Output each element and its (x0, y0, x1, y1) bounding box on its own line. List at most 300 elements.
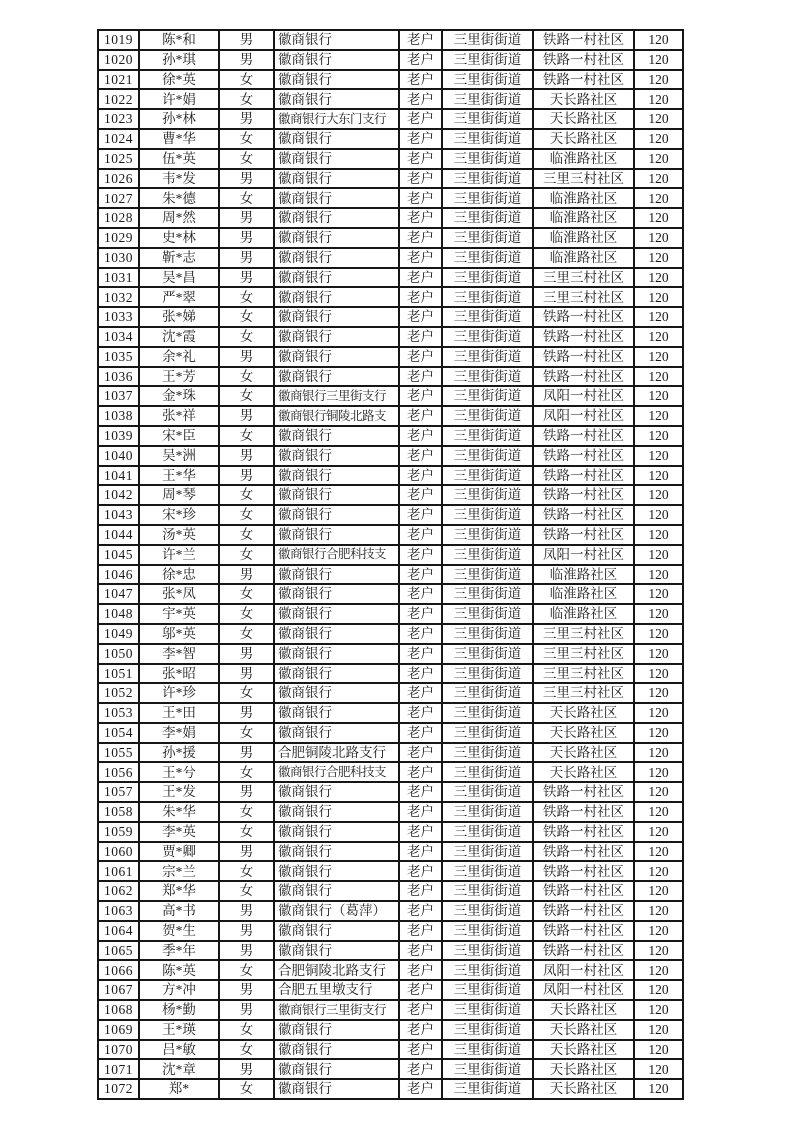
cell-bank: 徽商银行 (274, 664, 399, 684)
cell-seq_no: 1067 (98, 980, 139, 1000)
cell-household_type: 老户 (399, 208, 442, 228)
cell-seq_no: 1026 (98, 169, 139, 189)
cell-gender: 女 (219, 960, 274, 980)
cell-name: 周*琴 (139, 485, 219, 505)
cell-seq_no: 1029 (98, 228, 139, 248)
cell-community: 铁路一村社区 (533, 861, 634, 881)
cell-gender: 女 (219, 723, 274, 743)
cell-community: 三里三村社区 (533, 683, 634, 703)
cell-amount: 120 (634, 505, 683, 525)
cell-household_type: 老户 (399, 169, 442, 189)
cell-amount: 120 (634, 327, 683, 347)
table-row (98, 347, 683, 367)
cell-street: 三里街街道 (442, 901, 533, 921)
cell-seq_no: 1071 (98, 1059, 139, 1079)
cell-bank: 徽商银行 (274, 921, 399, 941)
cell-gender: 男 (219, 980, 274, 1000)
cell-amount: 120 (634, 287, 683, 307)
table-row (98, 466, 683, 486)
cell-name: 伍*英 (139, 149, 219, 169)
cell-street: 三里街街道 (442, 762, 533, 782)
cell-bank: 徽商银行 (274, 446, 399, 466)
table-row (98, 505, 683, 525)
cell-name: 许*珍 (139, 683, 219, 703)
cell-bank: 徽商银行 (274, 367, 399, 387)
cell-name: 杨*勤 (139, 1000, 219, 1020)
cell-name: 金*珠 (139, 386, 219, 406)
cell-street: 三里街街道 (442, 842, 533, 862)
cell-street: 三里街街道 (442, 743, 533, 763)
cell-household_type: 老户 (399, 881, 442, 901)
cell-seq_no: 1054 (98, 723, 139, 743)
cell-seq_no: 1027 (98, 188, 139, 208)
cell-community: 凤阳一村社区 (533, 406, 634, 426)
cell-bank: 徽商银行 (274, 941, 399, 961)
cell-household_type: 老户 (399, 248, 442, 268)
cell-gender: 女 (219, 762, 274, 782)
cell-community: 天长路社区 (533, 1020, 634, 1040)
cell-community: 铁路一村社区 (533, 802, 634, 822)
cell-amount: 120 (634, 188, 683, 208)
cell-household_type: 老户 (399, 584, 442, 604)
cell-household_type: 老户 (399, 545, 442, 565)
cell-street: 三里街街道 (442, 287, 533, 307)
cell-amount: 120 (634, 149, 683, 169)
cell-name: 靳*志 (139, 248, 219, 268)
cell-gender: 女 (219, 287, 274, 307)
cell-name: 徐*忠 (139, 565, 219, 585)
cell-street: 三里街街道 (442, 208, 533, 228)
cell-seq_no: 1036 (98, 367, 139, 387)
cell-gender: 男 (219, 30, 274, 50)
cell-bank: 徽商银行 (274, 1040, 399, 1060)
cell-street: 三里街街道 (442, 505, 533, 525)
cell-gender: 男 (219, 921, 274, 941)
cell-street: 三里街街道 (442, 584, 533, 604)
cell-street: 三里街街道 (442, 545, 533, 565)
table-row (98, 70, 683, 90)
cell-gender: 男 (219, 703, 274, 723)
cell-gender: 男 (219, 109, 274, 129)
cell-bank: 徽商银行 (274, 50, 399, 70)
cell-bank: 徽商银行 (274, 1079, 399, 1099)
cell-street: 三里街街道 (442, 624, 533, 644)
cell-amount: 120 (634, 624, 683, 644)
cell-street: 三里街街道 (442, 129, 533, 149)
cell-name: 郑*华 (139, 881, 219, 901)
table-row (98, 169, 683, 189)
table-row (98, 228, 683, 248)
table-row (98, 921, 683, 941)
cell-amount: 120 (634, 30, 683, 50)
cell-amount: 120 (634, 1079, 683, 1099)
cell-seq_no: 1020 (98, 50, 139, 70)
cell-community: 铁路一村社区 (533, 782, 634, 802)
cell-name: 徐*英 (139, 70, 219, 90)
cell-name: 王*华 (139, 466, 219, 486)
cell-street: 三里街街道 (442, 525, 533, 545)
table-row (98, 446, 683, 466)
cell-seq_no: 1032 (98, 287, 139, 307)
cell-bank: 徽商银行 (274, 466, 399, 486)
cell-street: 三里街街道 (442, 1079, 533, 1099)
cell-name: 朱*德 (139, 188, 219, 208)
cell-household_type: 老户 (399, 188, 442, 208)
cell-household_type: 老户 (399, 762, 442, 782)
cell-bank: 徽商银行 (274, 644, 399, 664)
cell-amount: 120 (634, 129, 683, 149)
cell-bank: 徽商银行 (274, 307, 399, 327)
cell-community: 铁路一村社区 (533, 327, 634, 347)
cell-community: 铁路一村社区 (533, 347, 634, 367)
cell-gender: 女 (219, 89, 274, 109)
cell-household_type: 老户 (399, 89, 442, 109)
table-row (98, 208, 683, 228)
cell-gender: 女 (219, 802, 274, 822)
table-row (98, 1000, 683, 1020)
cell-gender: 男 (219, 347, 274, 367)
cell-bank: 徽商银行 (274, 287, 399, 307)
cell-bank: 徽商银行合肥科技支 (274, 545, 399, 565)
cell-bank: 徽商银行 (274, 149, 399, 169)
cell-gender: 女 (219, 485, 274, 505)
cell-community: 铁路一村社区 (533, 30, 634, 50)
cell-seq_no: 1055 (98, 743, 139, 763)
table-row (98, 960, 683, 980)
cell-seq_no: 1057 (98, 782, 139, 802)
table-row (98, 406, 683, 426)
cell-amount: 120 (634, 485, 683, 505)
cell-amount: 120 (634, 109, 683, 129)
cell-community: 铁路一村社区 (533, 426, 634, 446)
cell-name: 张*娣 (139, 307, 219, 327)
cell-name: 王*兮 (139, 762, 219, 782)
cell-street: 三里街街道 (442, 604, 533, 624)
cell-street: 三里街街道 (442, 960, 533, 980)
cell-seq_no: 1028 (98, 208, 139, 228)
cell-seq_no: 1023 (98, 109, 139, 129)
subsidy-records-table (97, 29, 684, 1100)
cell-household_type: 老户 (399, 505, 442, 525)
table-row (98, 723, 683, 743)
cell-household_type: 老户 (399, 644, 442, 664)
cell-name: 王*发 (139, 782, 219, 802)
cell-street: 三里街街道 (442, 980, 533, 1000)
cell-amount: 120 (634, 565, 683, 585)
cell-seq_no: 1031 (98, 268, 139, 288)
cell-amount: 120 (634, 386, 683, 406)
cell-gender: 男 (219, 228, 274, 248)
cell-gender: 女 (219, 822, 274, 842)
cell-name: 孙*援 (139, 743, 219, 763)
cell-seq_no: 1050 (98, 644, 139, 664)
cell-bank: 徽商银行 (274, 782, 399, 802)
cell-name: 宋*臣 (139, 426, 219, 446)
cell-bank: 徽商银行 (274, 505, 399, 525)
cell-seq_no: 1024 (98, 129, 139, 149)
cell-gender: 男 (219, 208, 274, 228)
cell-amount: 120 (634, 446, 683, 466)
table-row (98, 268, 683, 288)
cell-amount: 120 (634, 347, 683, 367)
cell-community: 铁路一村社区 (533, 307, 634, 327)
cell-bank: 徽商银行 (274, 188, 399, 208)
cell-amount: 120 (634, 466, 683, 486)
table-row (98, 703, 683, 723)
cell-amount: 120 (634, 545, 683, 565)
cell-bank: 徽商银行 (274, 683, 399, 703)
cell-amount: 120 (634, 89, 683, 109)
cell-community: 凤阳一村社区 (533, 386, 634, 406)
cell-name: 季*年 (139, 941, 219, 961)
cell-street: 三里街街道 (442, 109, 533, 129)
cell-street: 三里街街道 (442, 327, 533, 347)
cell-street: 三里街街道 (442, 664, 533, 684)
cell-community: 天长路社区 (533, 1059, 634, 1079)
cell-community: 三里三村社区 (533, 268, 634, 288)
cell-community: 铁路一村社区 (533, 70, 634, 90)
cell-bank: 徽商银行 (274, 861, 399, 881)
cell-street: 三里街街道 (442, 268, 533, 288)
cell-community: 铁路一村社区 (533, 881, 634, 901)
cell-amount: 120 (634, 921, 683, 941)
cell-community: 临淮路社区 (533, 604, 634, 624)
cell-street: 三里街街道 (442, 169, 533, 189)
cell-community: 天长路社区 (533, 89, 634, 109)
cell-gender: 女 (219, 525, 274, 545)
cell-gender: 男 (219, 743, 274, 763)
cell-name: 许*兰 (139, 545, 219, 565)
cell-bank: 徽商银行 (274, 723, 399, 743)
cell-amount: 120 (634, 960, 683, 980)
cell-bank: 徽商银行 (274, 268, 399, 288)
table-body (98, 30, 683, 1099)
cell-bank: 徽商银行 (274, 228, 399, 248)
cell-street: 三里街街道 (442, 703, 533, 723)
cell-bank: 徽商银行 (274, 604, 399, 624)
cell-seq_no: 1049 (98, 624, 139, 644)
cell-gender: 女 (219, 70, 274, 90)
cell-community: 铁路一村社区 (533, 466, 634, 486)
cell-bank: 徽商银行 (274, 1020, 399, 1040)
table-container (97, 29, 684, 1100)
cell-seq_no: 1047 (98, 584, 139, 604)
cell-gender: 男 (219, 446, 274, 466)
cell-amount: 120 (634, 743, 683, 763)
cell-community: 凤阳一村社区 (533, 980, 634, 1000)
cell-name: 贺*生 (139, 921, 219, 941)
cell-household_type: 老户 (399, 960, 442, 980)
table-row (98, 1079, 683, 1099)
cell-gender: 女 (219, 386, 274, 406)
table-row (98, 149, 683, 169)
cell-amount: 120 (634, 307, 683, 327)
cell-household_type: 老户 (399, 604, 442, 624)
cell-seq_no: 1069 (98, 1020, 139, 1040)
table-row (98, 30, 683, 50)
table-row (98, 664, 683, 684)
cell-bank: 徽商银行 (274, 881, 399, 901)
cell-bank: 徽商银行 (274, 129, 399, 149)
cell-name: 高*书 (139, 901, 219, 921)
cell-household_type: 老户 (399, 921, 442, 941)
cell-amount: 120 (634, 762, 683, 782)
cell-bank: 徽商银行 (274, 703, 399, 723)
table-row (98, 485, 683, 505)
cell-amount: 120 (634, 1059, 683, 1079)
cell-gender: 女 (219, 1040, 274, 1060)
table-row (98, 565, 683, 585)
cell-household_type: 老户 (399, 287, 442, 307)
cell-community: 三里三村社区 (533, 664, 634, 684)
cell-bank: 合肥铜陵北路支行 (274, 743, 399, 763)
cell-amount: 120 (634, 683, 683, 703)
cell-community: 凤阳一村社区 (533, 960, 634, 980)
table-row (98, 287, 683, 307)
cell-street: 三里街街道 (442, 446, 533, 466)
cell-community: 三里三村社区 (533, 169, 634, 189)
cell-bank: 徽商银行 (274, 624, 399, 644)
cell-street: 三里街街道 (442, 466, 533, 486)
cell-community: 铁路一村社区 (533, 485, 634, 505)
cell-name: 曹*华 (139, 129, 219, 149)
cell-seq_no: 1072 (98, 1079, 139, 1099)
cell-amount: 120 (634, 426, 683, 446)
cell-street: 三里街街道 (442, 485, 533, 505)
cell-seq_no: 1041 (98, 466, 139, 486)
cell-street: 三里街街道 (442, 426, 533, 446)
cell-community: 铁路一村社区 (533, 50, 634, 70)
cell-gender: 女 (219, 861, 274, 881)
cell-household_type: 老户 (399, 1079, 442, 1099)
cell-amount: 120 (634, 644, 683, 664)
cell-community: 铁路一村社区 (533, 901, 634, 921)
cell-gender: 女 (219, 604, 274, 624)
cell-street: 三里街街道 (442, 307, 533, 327)
cell-seq_no: 1045 (98, 545, 139, 565)
cell-bank: 合肥五里墩支行 (274, 980, 399, 1000)
cell-name: 吴*昌 (139, 268, 219, 288)
cell-name: 李*英 (139, 822, 219, 842)
cell-gender: 女 (219, 307, 274, 327)
cell-community: 三里三村社区 (533, 644, 634, 664)
cell-street: 三里街街道 (442, 941, 533, 961)
cell-street: 三里街街道 (442, 881, 533, 901)
cell-seq_no: 1035 (98, 347, 139, 367)
cell-household_type: 老户 (399, 683, 442, 703)
cell-seq_no: 1061 (98, 861, 139, 881)
cell-amount: 120 (634, 604, 683, 624)
cell-community: 铁路一村社区 (533, 842, 634, 862)
cell-seq_no: 1065 (98, 941, 139, 961)
cell-name: 陈*和 (139, 30, 219, 50)
cell-community: 临淮路社区 (533, 565, 634, 585)
cell-amount: 120 (634, 1000, 683, 1020)
cell-amount: 120 (634, 842, 683, 862)
cell-amount: 120 (634, 268, 683, 288)
cell-community: 天长路社区 (533, 1040, 634, 1060)
cell-name: 沈*章 (139, 1059, 219, 1079)
table-row (98, 129, 683, 149)
cell-community: 天长路社区 (533, 1079, 634, 1099)
table-row (98, 584, 683, 604)
cell-seq_no: 1048 (98, 604, 139, 624)
table-row (98, 50, 683, 70)
cell-household_type: 老户 (399, 1040, 442, 1060)
cell-household_type: 老户 (399, 426, 442, 446)
cell-community: 临淮路社区 (533, 208, 634, 228)
cell-gender: 女 (219, 426, 274, 446)
cell-community: 天长路社区 (533, 703, 634, 723)
cell-household_type: 老户 (399, 624, 442, 644)
cell-household_type: 老户 (399, 941, 442, 961)
cell-name: 汤*英 (139, 525, 219, 545)
cell-bank: 徽商银行 (274, 169, 399, 189)
cell-name: 史*林 (139, 228, 219, 248)
cell-community: 临淮路社区 (533, 584, 634, 604)
cell-name: 张*凤 (139, 584, 219, 604)
cell-seq_no: 1063 (98, 901, 139, 921)
table-row (98, 743, 683, 763)
cell-household_type: 老户 (399, 446, 442, 466)
cell-street: 三里街街道 (442, 149, 533, 169)
cell-street: 三里街街道 (442, 1059, 533, 1079)
cell-bank: 徽商银行 (274, 485, 399, 505)
table-row (98, 307, 683, 327)
table-row (98, 683, 683, 703)
cell-seq_no: 1066 (98, 960, 139, 980)
cell-street: 三里街街道 (442, 367, 533, 387)
cell-seq_no: 1034 (98, 327, 139, 347)
table-row (98, 782, 683, 802)
cell-amount: 120 (634, 941, 683, 961)
cell-amount: 120 (634, 980, 683, 1000)
cell-bank: 徽商银行 (274, 30, 399, 50)
cell-name: 郑* (139, 1079, 219, 1099)
cell-household_type: 老户 (399, 1000, 442, 1020)
cell-street: 三里街街道 (442, 1020, 533, 1040)
cell-gender: 女 (219, 584, 274, 604)
cell-amount: 120 (634, 406, 683, 426)
cell-street: 三里街街道 (442, 822, 533, 842)
cell-bank: 徽商银行 (274, 822, 399, 842)
cell-name: 严*翠 (139, 287, 219, 307)
table-row (98, 426, 683, 446)
cell-community: 天长路社区 (533, 762, 634, 782)
cell-seq_no: 1064 (98, 921, 139, 941)
cell-seq_no: 1021 (98, 70, 139, 90)
cell-household_type: 老户 (399, 802, 442, 822)
cell-seq_no: 1056 (98, 762, 139, 782)
cell-bank: 徽商银行 (274, 70, 399, 90)
cell-name: 陈*英 (139, 960, 219, 980)
cell-name: 王*田 (139, 703, 219, 723)
cell-household_type: 老户 (399, 664, 442, 684)
cell-household_type: 老户 (399, 367, 442, 387)
cell-amount: 120 (634, 1040, 683, 1060)
cell-bank: 徽商银行 (274, 327, 399, 347)
cell-household_type: 老户 (399, 466, 442, 486)
cell-street: 三里街街道 (442, 347, 533, 367)
cell-name: 贾*卿 (139, 842, 219, 862)
cell-gender: 男 (219, 50, 274, 70)
cell-gender: 女 (219, 327, 274, 347)
cell-community: 铁路一村社区 (533, 941, 634, 961)
cell-household_type: 老户 (399, 980, 442, 1000)
cell-street: 三里街街道 (442, 89, 533, 109)
cell-bank: 徽商银行铜陵北路支 (274, 406, 399, 426)
cell-household_type: 老户 (399, 30, 442, 50)
